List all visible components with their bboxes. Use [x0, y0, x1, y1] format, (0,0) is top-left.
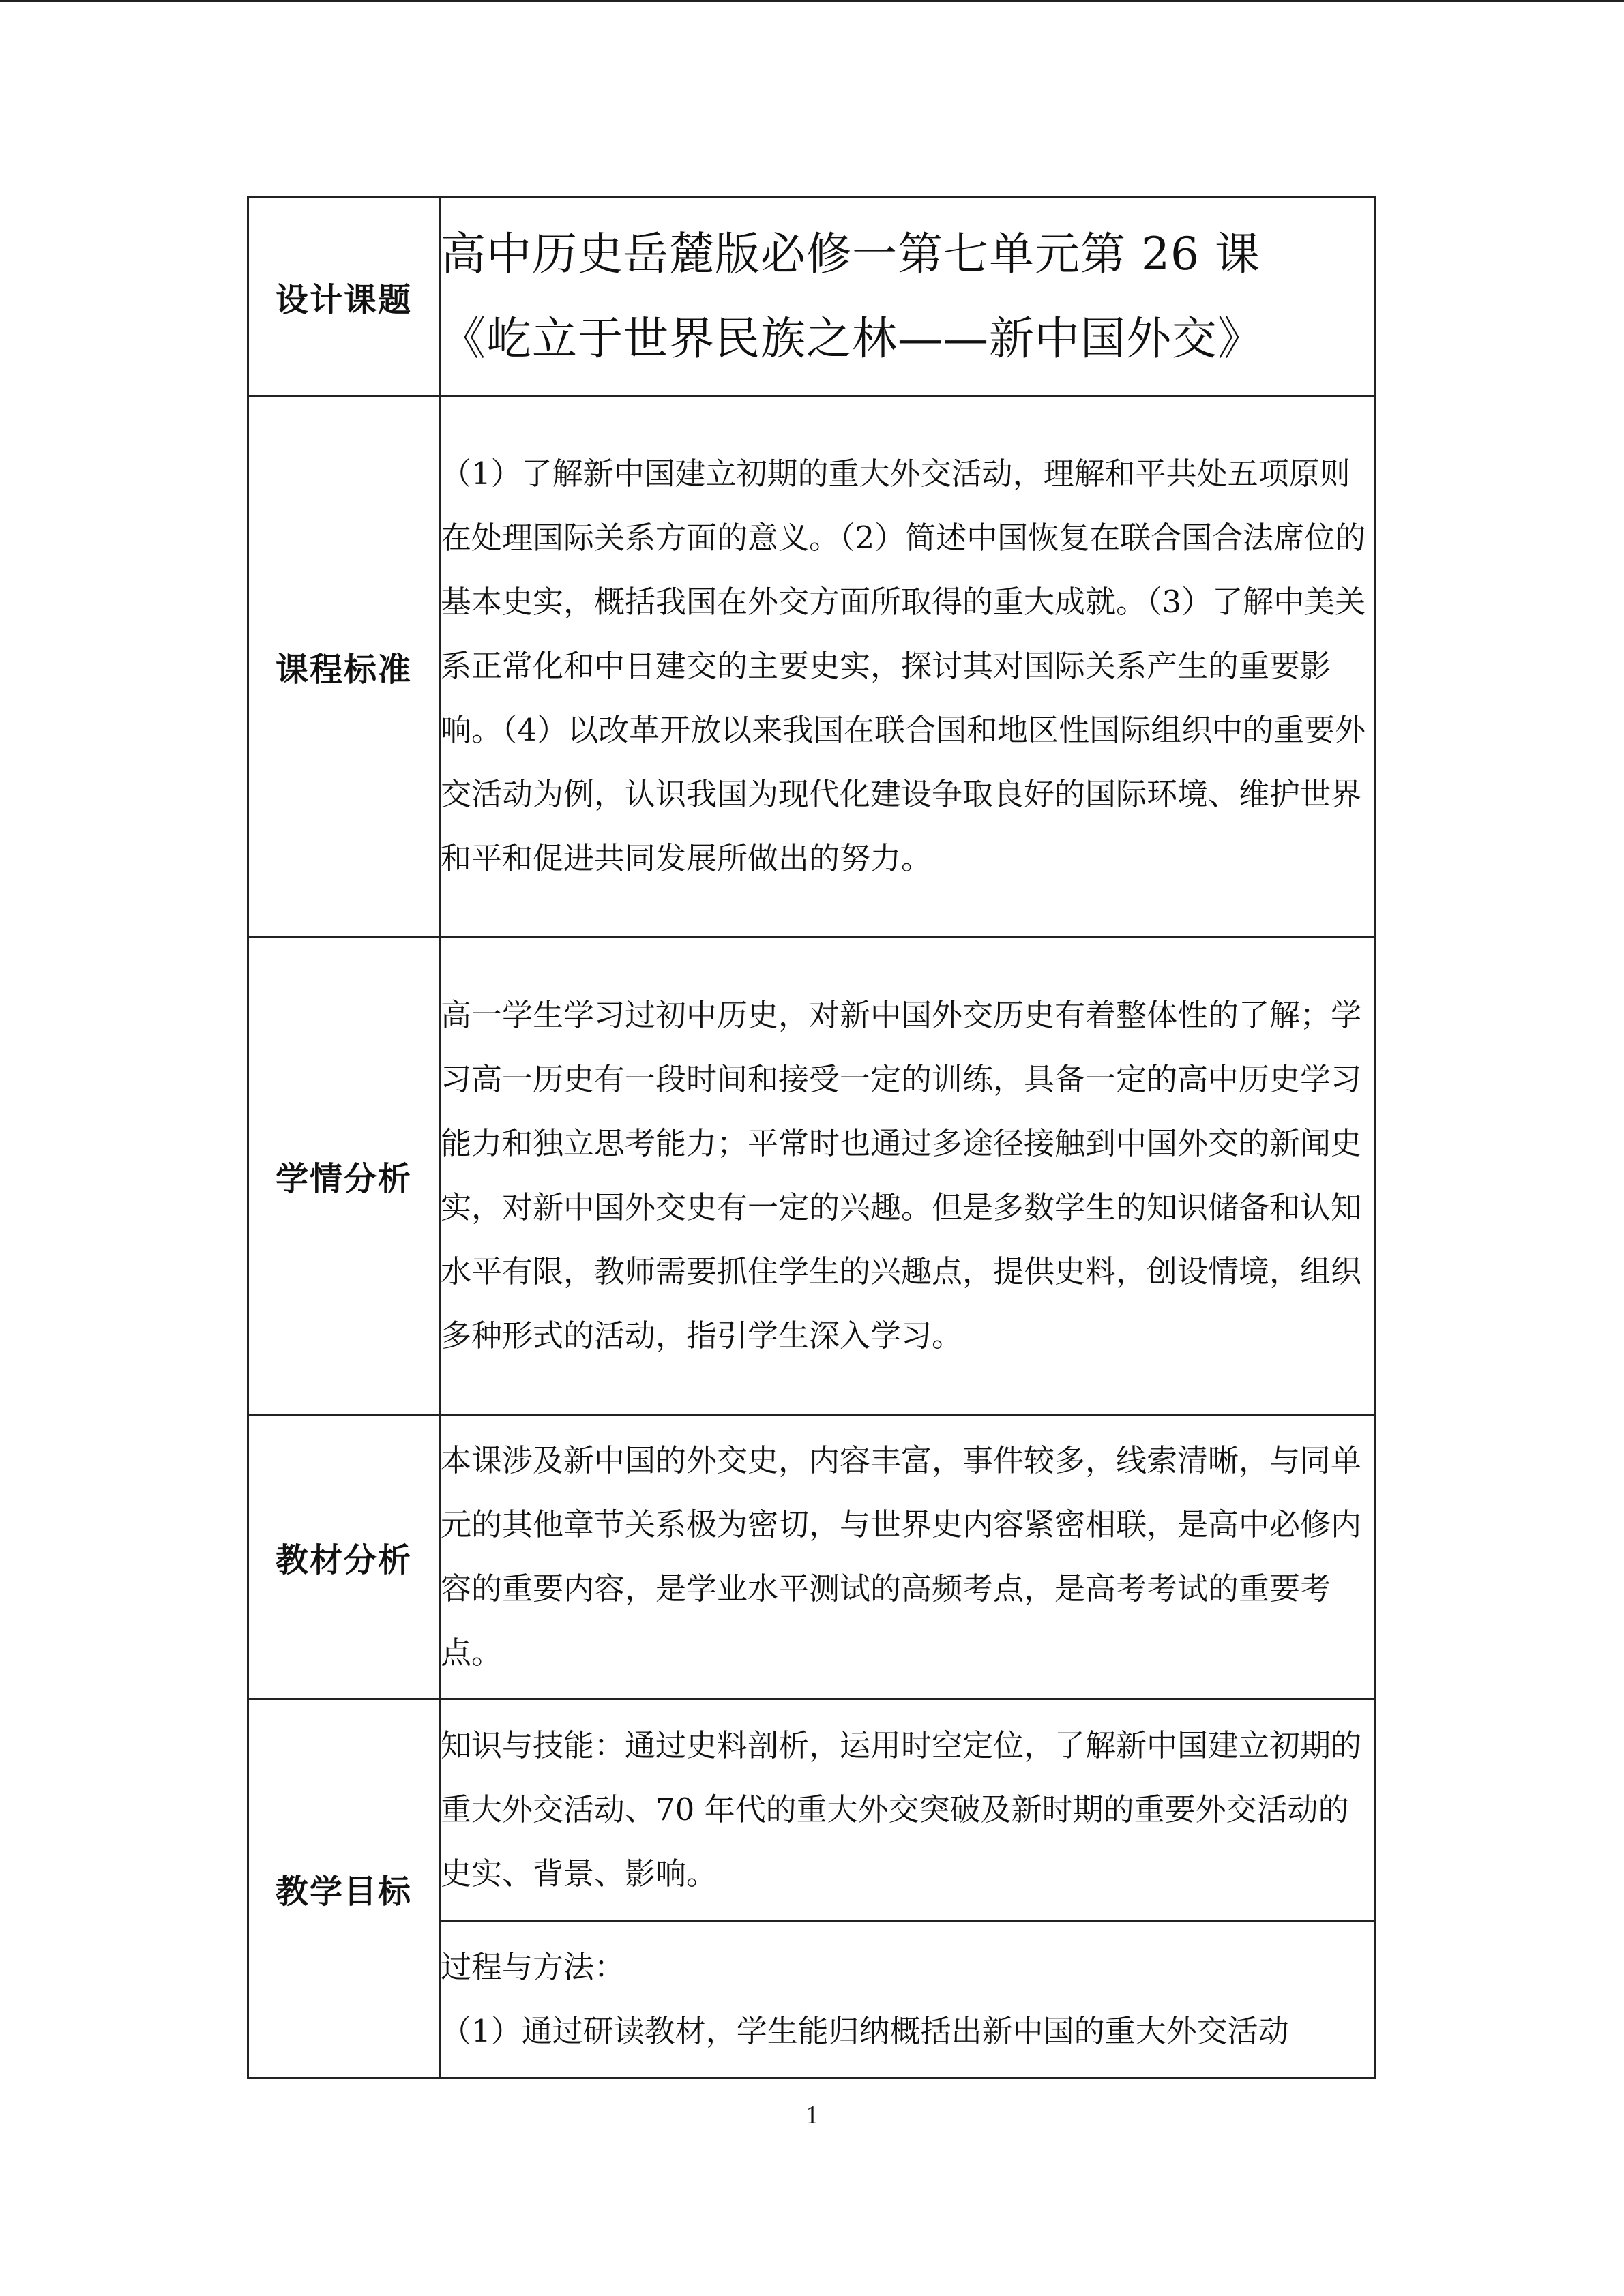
goal-process-item-1: （1）通过研读教材，学生能归纳概括出新中国的重大外交活动 — [441, 2013, 1289, 2049]
table-row-material-analysis — [248, 1415, 1376, 1699]
goal-knowledge-skills — [440, 1699, 1376, 1921]
label-teaching-goals: 教学目标 — [248, 1699, 440, 2078]
lesson-plan-table — [247, 196, 1376, 2079]
table-row-title — [248, 198, 1376, 396]
lesson-title-line-1: 高中历史岳麓版必修一第七单元第 26 课 — [441, 228, 1260, 280]
table-row-teaching-goals — [248, 1699, 1376, 1921]
material-analysis-text — [440, 1415, 1376, 1699]
label-design-topic: 设计课题 — [248, 198, 440, 396]
page-number: 1 — [806, 2101, 818, 2130]
learner-analysis-text — [440, 937, 1376, 1415]
curriculum-standard-text — [440, 396, 1376, 937]
curriculum-standard-paragraph: （1）了解新中国建立初期的重大外交活动，理解和平共处五项原则在处理国际关系方面的意义。（2）简述中国恢复在联合国合法席位的基本史实，概括我国在外交方面所取得的重大成就。（3）了解中美关系正常化和中日建交的主要史实，探讨其对国际关系产生的重要影响。（4）以改革开放以来我国在联合国和地区性国际组织中的重要外交活动为例，认识我国为现代化建设争取良好的国际环境、维护世界和平和促进共同发展所做出的努力。 — [441, 456, 1366, 876]
goal-process-heading: 过程与方法： — [441, 1949, 625, 1985]
material-analysis-paragraph: 本课涉及新中国的外交史，内容丰富，事件较多，线索清晰，与同单元的其他章节关系极为密切，与世界史内容紧密相联，是高中必修内容的重要内容，是学业水平测试的高频考点，是高考考试的重要考点。 — [441, 1442, 1362, 1671]
page-top-border — [0, 0, 1624, 2]
goal-process-methods — [440, 1921, 1376, 2078]
table-row-curriculum-standard — [248, 396, 1376, 937]
label-learner-analysis: 学情分析 — [248, 937, 440, 1415]
table-row-learner-analysis — [248, 937, 1376, 1415]
lesson-title-line-2: 《屹立于世界民族之林——新中国外交》 — [441, 312, 1263, 365]
lesson-title-cell — [440, 198, 1376, 396]
goal-knowledge-paragraph: 知识与技能：通过史料剖析，运用时空定位，了解新中国建立初期的重大外交活动、70 年代的重大外交突破及新时期的重要外交活动的史实、背景、影响。 — [441, 1727, 1362, 1892]
label-curriculum-standard: 课程标准 — [248, 396, 440, 937]
label-material-analysis: 教材分析 — [248, 1415, 440, 1699]
learner-analysis-paragraph: 高一学生学习过初中历史，对新中国外交历史有着整体性的了解；学习高一历史有一段时间和接受一定的训练，具备一定的高中历史学习能力和独立思考能力；平常时也通过多途径接触到中国外交的新闻史实，对新中国外交史有一定的兴趣。但是多数学生的知识储备和认知水平有限，教师需要抓住学生的兴趣点，提供史料，创设情境，组织多种形式的活动，指引学生深入学习。 — [441, 997, 1362, 1354]
